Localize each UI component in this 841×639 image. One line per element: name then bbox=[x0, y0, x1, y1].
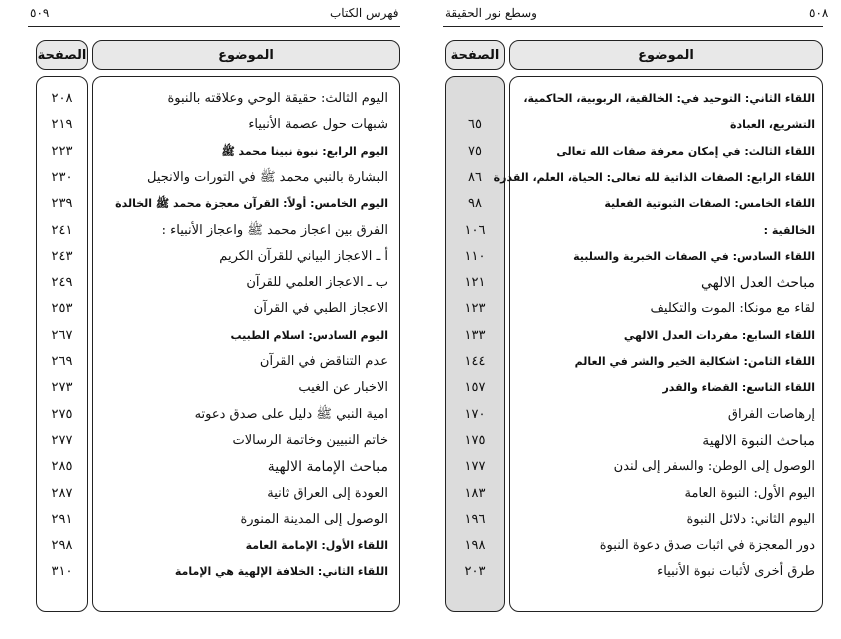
right-page bbox=[421, 0, 841, 639]
header-rule bbox=[443, 26, 823, 27]
toc-page-number: ١٣٣ bbox=[464, 327, 486, 343]
toc-topic: اليوم الرابع: نبوة نبينا محمد ﷺ bbox=[221, 144, 388, 158]
toc-page-number: ١٧٧ bbox=[464, 459, 486, 475]
toc-topic: اللقاء الأول: الإمامة العامة bbox=[245, 539, 388, 553]
toc-topic: اللقاء السابع: مفردات العدل الالهي bbox=[623, 328, 815, 342]
toc-row bbox=[0, 114, 420, 140]
toc-row bbox=[0, 272, 420, 298]
toc-row bbox=[0, 193, 420, 219]
toc-page-number: ٢٧٣ bbox=[51, 380, 73, 396]
toc-topic: اللقاء الثاني: التوحيد في: الخالقية، الربوبية، الحاكمية، bbox=[523, 92, 815, 105]
toc-row bbox=[421, 272, 841, 298]
toc-page-number: ١٥٧ bbox=[464, 380, 486, 396]
toc-row bbox=[0, 535, 420, 561]
toc-row bbox=[0, 88, 420, 114]
toc-row bbox=[421, 404, 841, 430]
toc-page-number: ٢٠٨ bbox=[51, 91, 73, 106]
toc-row bbox=[421, 377, 841, 403]
toc-page-number: ٢٣٩ bbox=[51, 196, 73, 212]
toc-topic: الاعجاز الطبي في القرآن bbox=[253, 301, 388, 317]
toc-topic: الخالقية : bbox=[763, 223, 815, 237]
toc-page-number: ١٤٤ bbox=[464, 354, 486, 369]
toc-page-number: ١٧٠ bbox=[464, 406, 486, 422]
toc-row bbox=[0, 141, 420, 167]
toc-page-number: ٢٧٥ bbox=[51, 406, 73, 422]
toc-page-number: ١٩٨ bbox=[464, 538, 486, 554]
toc-row bbox=[0, 456, 420, 482]
toc-page-number: ٢٢٣ bbox=[51, 143, 73, 159]
toc-topic: الاخبار عن الغيب bbox=[298, 380, 388, 396]
toc-topic: ب ـ الاعجاز العلمي للقرآن bbox=[246, 275, 388, 291]
toc-row bbox=[421, 88, 841, 114]
topic-column-header: الموضوع bbox=[509, 40, 823, 70]
page-number: ٥٠٨ bbox=[809, 6, 829, 20]
toc-row bbox=[421, 456, 841, 482]
toc-page-number: ٢٩٨ bbox=[51, 538, 73, 554]
toc-topic: اللقاء الثامن: اشكالية الخير والشر في العالم bbox=[574, 355, 815, 368]
toc-page-number: ١٢٣ bbox=[464, 301, 486, 317]
topic-column-header: الموضوع bbox=[92, 40, 400, 70]
toc-row bbox=[0, 325, 420, 351]
toc-page-number: ١٩٦ bbox=[464, 511, 486, 527]
toc-page-number: ٢٨٧ bbox=[51, 485, 73, 501]
toc-page-number: ٢٤١ bbox=[51, 222, 73, 238]
toc-page-number: ١١٠ bbox=[464, 248, 486, 264]
toc-row bbox=[421, 246, 841, 272]
toc-topic: اللقاء الخامس: الصفات الثبوتية الفعلية bbox=[604, 197, 815, 211]
toc-row bbox=[421, 430, 841, 456]
toc-topic: التشريع، العبادة bbox=[730, 118, 815, 132]
toc-row bbox=[421, 561, 841, 587]
toc-page-number: ٢١٩ bbox=[51, 117, 73, 133]
toc-row bbox=[0, 298, 420, 324]
toc-topic: الوصول إلى المدينة المنورة bbox=[240, 511, 388, 527]
toc-row bbox=[0, 167, 420, 193]
page-column-header: الصفحة bbox=[36, 40, 88, 70]
toc-page-number: ٢٩١ bbox=[51, 511, 73, 527]
toc-row bbox=[421, 167, 841, 193]
toc-page-number: ١٧٥ bbox=[464, 432, 486, 448]
toc-row bbox=[0, 483, 420, 509]
toc-topic: مباحث النبوة الالهية bbox=[702, 432, 815, 449]
toc-page-number: ٢٦٩ bbox=[51, 354, 73, 369]
toc-page-number: ٢٥٣ bbox=[51, 301, 73, 317]
toc-row bbox=[0, 509, 420, 535]
toc-row bbox=[421, 509, 841, 535]
toc-page-number: ١٠٦ bbox=[464, 222, 486, 238]
toc-row bbox=[421, 483, 841, 509]
page-column-header: الصفحة bbox=[445, 40, 505, 70]
running-head: فهرس الكتاب bbox=[330, 6, 399, 20]
toc-page-number: ٨٦ bbox=[468, 169, 482, 185]
toc-row bbox=[421, 220, 841, 246]
toc-topic: إرهاصات الفراق bbox=[727, 406, 815, 422]
toc-page-number: ٢٠٣ bbox=[464, 564, 486, 580]
toc-topic: اليوم الثاني: دلائل النبوة bbox=[686, 511, 815, 527]
toc-topic: عدم التناقض في القرآن bbox=[259, 354, 388, 369]
toc-row bbox=[421, 325, 841, 351]
toc-topic: لقاء مع مونكا: الموت والتكليف bbox=[650, 301, 815, 317]
toc-topic: دور المعجزة في اثبات صدق دعوة النبوة bbox=[599, 538, 815, 554]
toc-topic: اليوم السادس: اسلام الطبيب bbox=[230, 328, 388, 342]
toc-page-number: ١٨٣ bbox=[464, 485, 486, 501]
toc-topic: اللقاء الرابع: الصفات الذاتية لله تعالى: الحياة، العلم، القدرة bbox=[493, 170, 815, 184]
running-head: وسطع نور الحقيقة bbox=[445, 6, 537, 20]
left-page bbox=[0, 0, 420, 639]
toc-row bbox=[0, 246, 420, 272]
toc-row bbox=[421, 114, 841, 140]
toc-topic: الوصول إلى الوطن: والسفر إلى لندن bbox=[613, 459, 815, 475]
toc-row bbox=[0, 377, 420, 403]
toc-page-number: ٢٤٩ bbox=[51, 275, 73, 291]
toc-page-number: ٦٥ bbox=[468, 117, 482, 133]
toc-topic: امية النبي ﷺ دليل على صدق دعوته bbox=[194, 406, 388, 422]
toc-topic: اللقاء التاسع: القضاء والقدر bbox=[662, 381, 815, 395]
toc-row bbox=[0, 220, 420, 246]
toc-page-number: ٢٧٧ bbox=[51, 432, 73, 448]
toc-row bbox=[421, 535, 841, 561]
toc-page-number: ٢٣٠ bbox=[51, 169, 73, 185]
toc-topic: العودة إلى العراق ثانية bbox=[267, 485, 388, 501]
toc-page-number: ٢٨٥ bbox=[51, 459, 73, 475]
toc-row bbox=[421, 298, 841, 324]
toc-row bbox=[421, 141, 841, 167]
toc-topic: شبهات حول عصمة الأنبياء bbox=[248, 117, 388, 133]
toc-page-number: ٧٥ bbox=[468, 143, 482, 159]
toc-page-number: ١٢١ bbox=[464, 275, 486, 291]
toc-row bbox=[421, 351, 841, 377]
toc-topic: مباحث العدل الالهي bbox=[701, 275, 815, 292]
toc-page-number: ٩٨ bbox=[468, 196, 482, 212]
toc-page-number: ٢٤٣ bbox=[51, 248, 73, 264]
toc-topic: اليوم الأول: النبوة العامة bbox=[684, 485, 815, 501]
toc-page-number: ٢٦٧ bbox=[51, 327, 73, 343]
toc-topic: اللقاء الثالث: في إمكان معرفة صفات الله تعالى bbox=[556, 144, 815, 158]
header-rule bbox=[28, 26, 400, 27]
toc-topic: اللقاء الثاني: الخلافة الإلهية هي الإمامة bbox=[174, 565, 388, 579]
toc-topic: طرق أخرى لأثبات نبوة الأنبياء bbox=[657, 564, 815, 580]
toc-topic: اللقاء السادس: في الصفات الخبرية والسلبية bbox=[573, 249, 815, 263]
toc-topic: البشارة بالنبي محمد ﷺ في التورات والانجيل bbox=[146, 169, 388, 185]
toc-row bbox=[0, 351, 420, 377]
page-number: ٥٠٩ bbox=[30, 6, 50, 20]
toc-row bbox=[0, 561, 420, 587]
toc-topic: مباحث الإمامة الالهية bbox=[267, 459, 388, 476]
toc-topic: اليوم الخامس: أولاً: القرآن معجزة محمد ﷺ الخالدة bbox=[115, 197, 388, 211]
toc-topic: الفرق بين اعجاز محمد ﷺ واعجاز الأنبياء : bbox=[161, 222, 388, 238]
toc-topic: اليوم الثالث: حقيقة الوحي وعلاقته بالنبوة bbox=[167, 91, 388, 106]
toc-page-number: ٣١٠ bbox=[51, 564, 73, 580]
toc-topic: خاتم النبيين وخاتمة الرسالات bbox=[232, 432, 388, 448]
toc-row bbox=[0, 430, 420, 456]
toc-row bbox=[421, 193, 841, 219]
toc-row bbox=[0, 404, 420, 430]
toc-topic: أ ـ الاعجاز البياني للقرآن الكريم bbox=[219, 248, 388, 264]
